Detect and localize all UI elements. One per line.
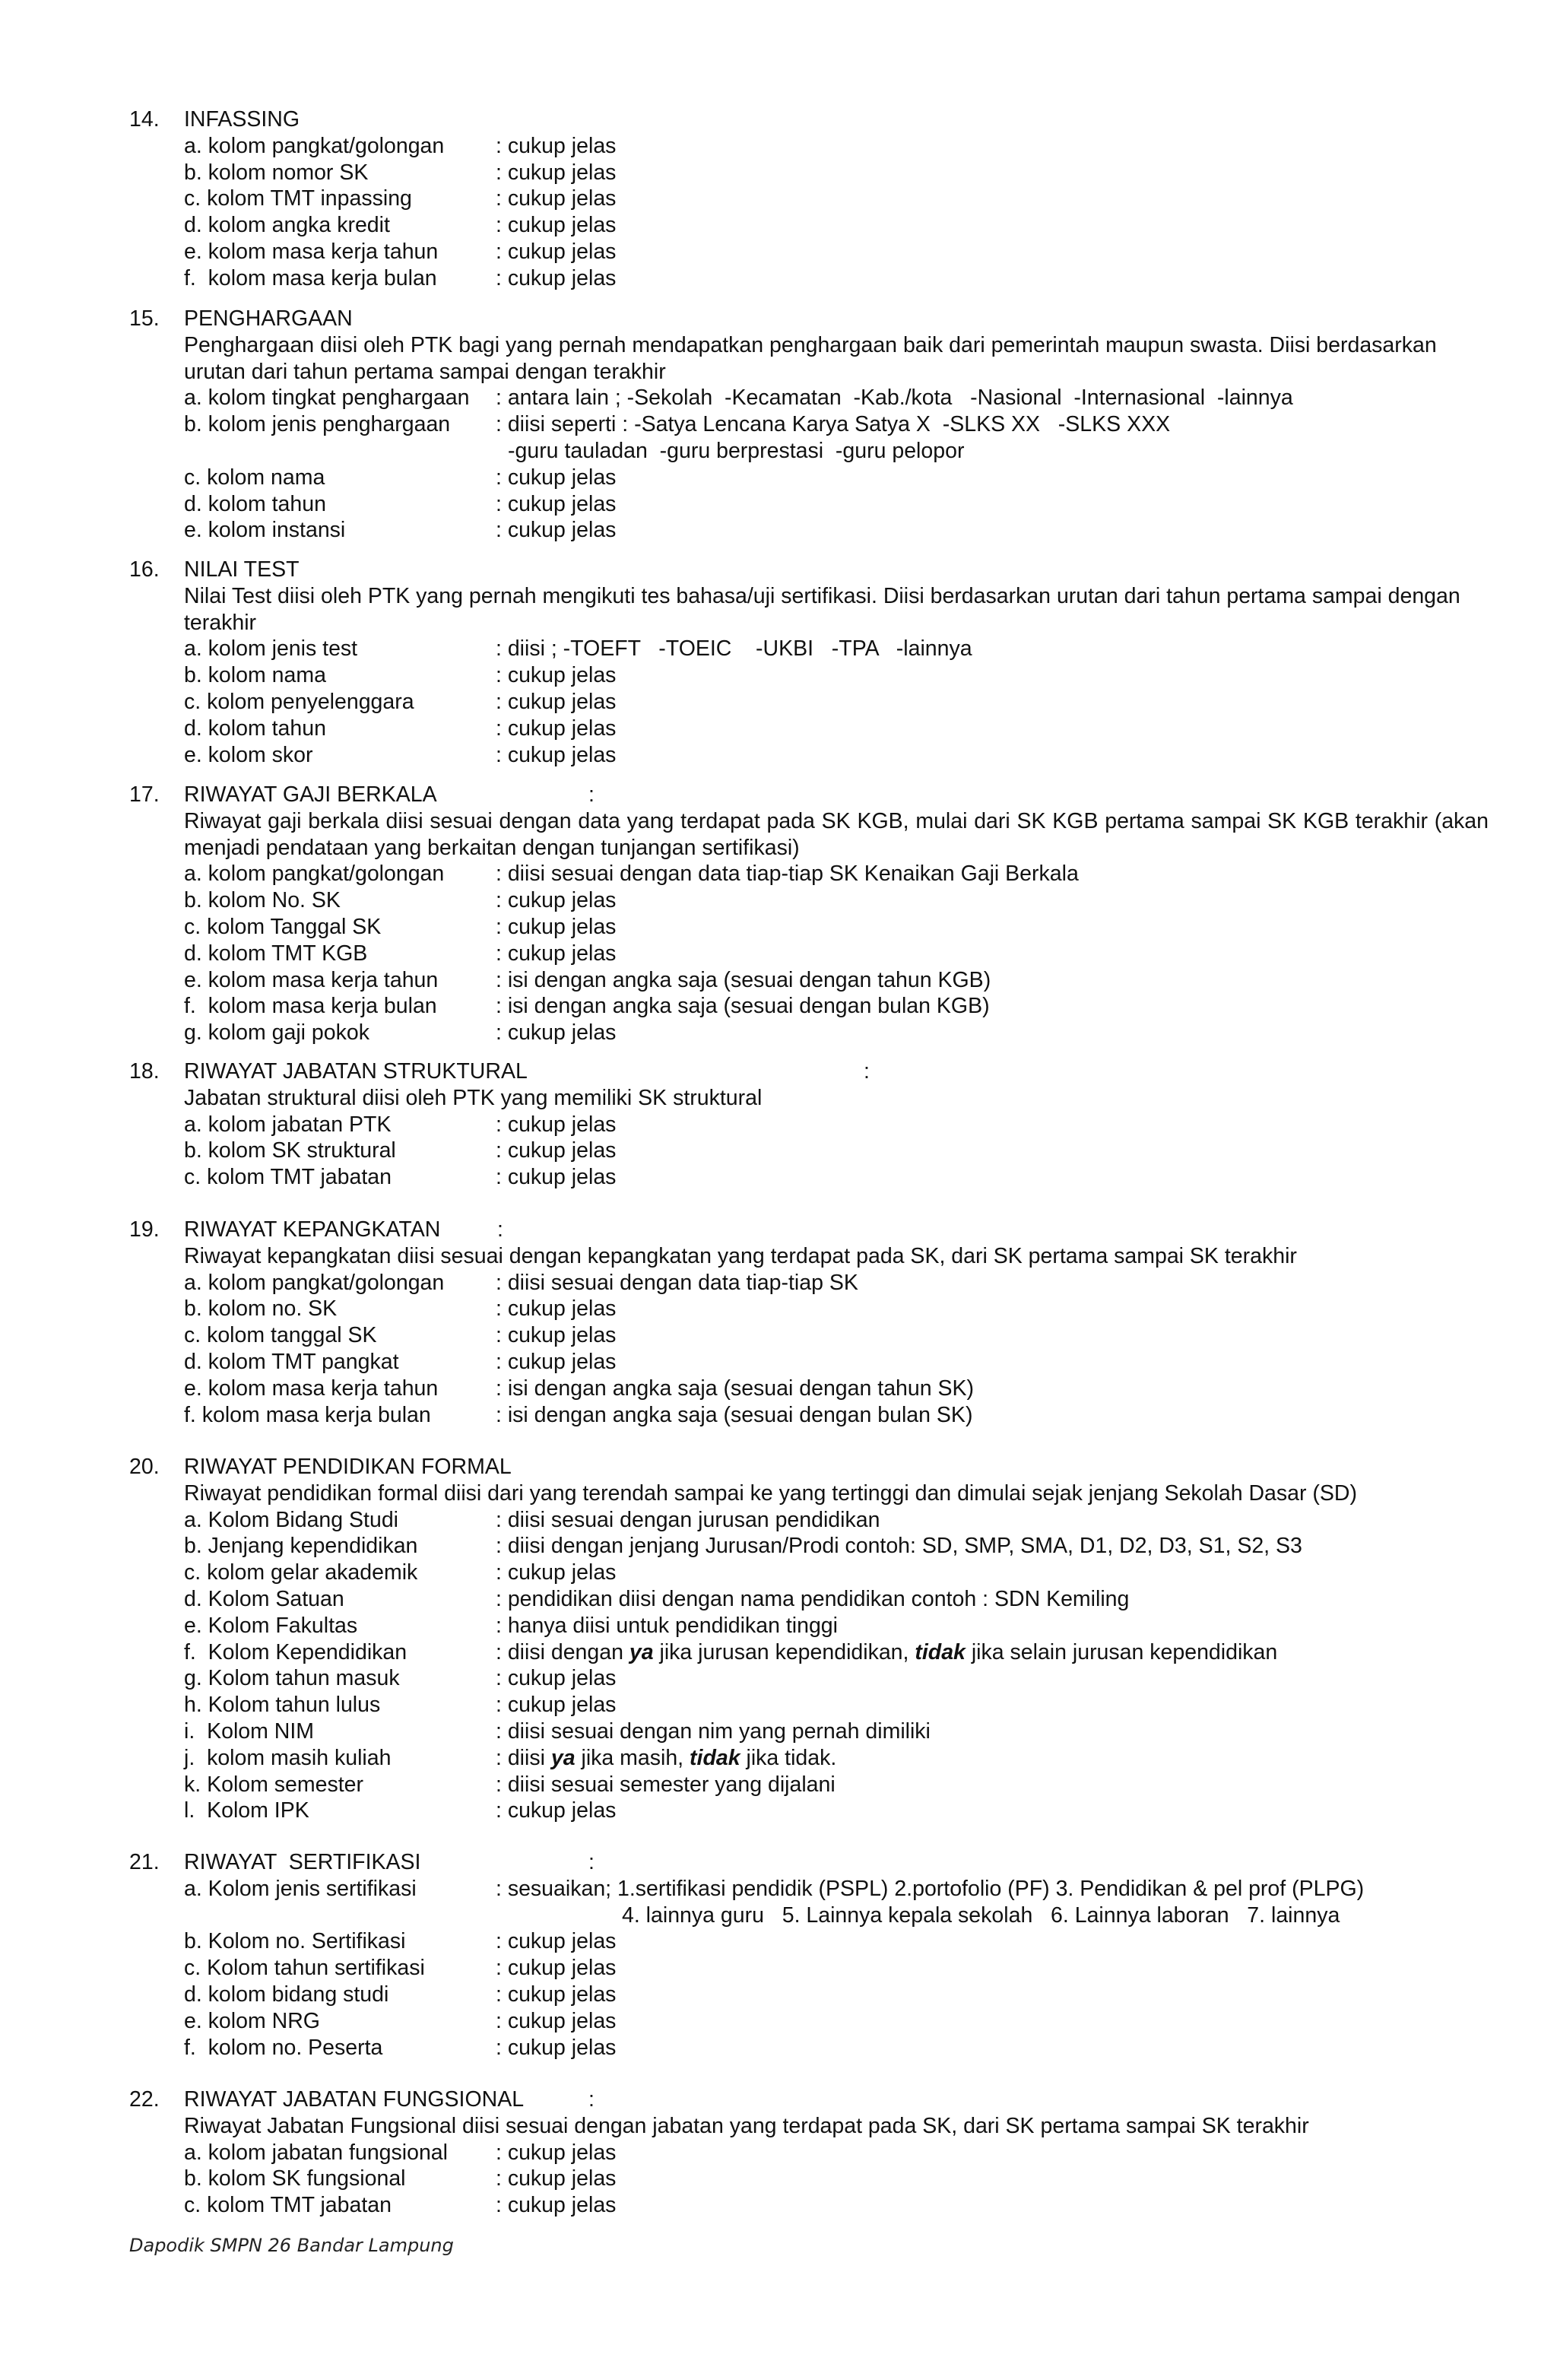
item-label: a. kolom jabatan PTK (184, 1112, 392, 1137)
value-text: : diisi dengan (496, 1639, 629, 1664)
item-label: b. kolom nama (184, 663, 326, 688)
list-item (129, 1322, 1498, 1349)
list-item (129, 1772, 1498, 1798)
list-item (129, 1296, 1498, 1322)
value-text: jika tidak. (740, 1745, 837, 1770)
item-value: : isi dengan angka saja (sesuai dengan bulan SK) (496, 1402, 973, 1427)
section-number: 18. (129, 1059, 160, 1084)
list-item (129, 239, 1498, 265)
section-title: RIWAYAT GAJI BERKALA (184, 782, 437, 807)
list-item (129, 1928, 1498, 1955)
item-label: d. kolom angka kredit (184, 213, 390, 238)
list-item (129, 716, 1498, 742)
item-label: b. kolom SK struktural (184, 1138, 396, 1163)
section-heading (129, 306, 1498, 332)
item-label: d. kolom TMT KGB (184, 941, 368, 966)
list-item (129, 941, 1498, 967)
section-number: 21. (129, 1850, 160, 1874)
item-label: e. kolom skor (184, 742, 313, 767)
item-value-continuation: 4. lainnya guru 5. Lainnya kepala sekolah 6. Lainnya laboran 7. lainnya (622, 1902, 1340, 1928)
item-value: : cukup jelas (496, 1666, 617, 1691)
item-value: : cukup jelas (496, 518, 617, 543)
item-label: c. kolom TMT inpassing (184, 186, 412, 211)
section-number: 20. (129, 1455, 160, 1479)
section-title: RIWAYAT PENDIDIKAN FORMAL (184, 1455, 512, 1479)
item-label: f. kolom masa kerja bulan (184, 1402, 431, 1427)
list-item (129, 465, 1498, 491)
list-item (129, 1639, 1498, 1666)
item-value: : isi dengan angka saja (sesuai dengan bulan KGB) (496, 994, 990, 1019)
item-value: : cukup jelas (496, 1323, 617, 1348)
list-item (129, 1982, 1498, 2008)
item-label: a. kolom pangkat/golongan (184, 862, 445, 887)
section-22 (129, 2086, 1498, 2219)
item-label: c. kolom gelar akademik (184, 1560, 418, 1585)
section-heading (129, 1217, 1498, 1243)
item-label: d. kolom bidang studi (184, 1982, 389, 2007)
list-item (129, 967, 1498, 994)
item-value: : diisi ; -TOEFT -TOEIC -UKBI -TPA -lainnya (496, 636, 972, 662)
item-label: d. kolom tahun (184, 491, 326, 516)
item-label: e. kolom masa kerja tahun (184, 967, 439, 992)
list-item (129, 1798, 1498, 1824)
item-label: e. kolom NRG (184, 2008, 320, 2033)
section-17 (129, 782, 1498, 1046)
item-label: e. kolom instansi (184, 518, 346, 543)
item-value: : isi dengan angka saja (sesuai dengan tahun SK) (496, 1376, 975, 1401)
item-value: : cukup jelas (496, 914, 617, 939)
section-title: NILAI TEST (184, 557, 300, 582)
list-item (129, 1586, 1498, 1613)
list-item (129, 1402, 1498, 1429)
item-label: g. Kolom tahun masuk (184, 1666, 400, 1691)
item-label: a. kolom jabatan fungsional (184, 2140, 448, 2165)
item-label: d. Kolom Satuan (184, 1586, 344, 1611)
list-item (129, 1270, 1498, 1296)
section-14 (129, 106, 1498, 292)
item-value: : cukup jelas (496, 491, 617, 516)
section-colon: : (588, 2087, 595, 2112)
section-description: Riwayat gaji berkala diisi sesuai dengan data yang terdapat pada SK KGB, mulai dari SK KGB pertama sampai SK KGB terakhir (akan menjadi pendataan yang berkaitan dengan tunjangan sertifikasi) (184, 808, 1489, 860)
list-item (129, 186, 1498, 212)
item-label: e. kolom masa kerja tahun (184, 1376, 439, 1401)
item-value: : cukup jelas (496, 941, 617, 966)
item-value: : cukup jelas (496, 1956, 617, 1981)
list-item (129, 385, 1498, 411)
item-value: : cukup jelas (496, 1112, 617, 1137)
item-value: : cukup jelas (496, 888, 617, 913)
item-value: : cukup jelas (496, 2193, 617, 2218)
section-colon: : (588, 782, 595, 807)
item-label: a. kolom pangkat/golongan (184, 133, 445, 158)
item-label: a. kolom jenis test (184, 636, 358, 662)
value-text: jika selain jurusan kependidikan (965, 1639, 1278, 1664)
section-number: 22. (129, 2087, 160, 2112)
item-label: f. kolom no. Peserta (184, 2035, 383, 2060)
section-number: 15. (129, 306, 160, 331)
item-label: b. kolom jenis penghargaan (184, 412, 451, 437)
item-label: i. Kolom NIM (184, 1718, 315, 1744)
item-value: : cukup jelas (496, 2140, 617, 2165)
item-label: e. Kolom Fakultas (184, 1613, 358, 1638)
item-label: c. Kolom tahun sertifikasi (184, 1956, 425, 1981)
item-label: a. Kolom jenis sertifikasi (184, 1876, 417, 1901)
section-title: RIWAYAT SERTIFIKASI (184, 1850, 421, 1874)
item-value: : cukup jelas (496, 1560, 617, 1585)
list-item (129, 1665, 1498, 1692)
item-label: a. kolom pangkat/golongan (184, 1270, 445, 1295)
item-label: k. Kolom semester (184, 1772, 363, 1797)
item-label: a. kolom tingkat penghargaan (184, 386, 470, 411)
item-value: : cukup jelas (496, 1165, 617, 1190)
item-value: : diisi sesuai dengan jurusan pendidikan (496, 1507, 880, 1532)
item-value: : cukup jelas (496, 1138, 617, 1163)
item-label: c. kolom TMT jabatan (184, 2193, 392, 2218)
list-item (129, 411, 1498, 465)
item-label: c. kolom TMT jabatan (184, 1165, 392, 1190)
item-label: b. kolom No. SK (184, 888, 341, 913)
item-label: f. kolom masa kerja bulan (184, 265, 437, 290)
item-value: : cukup jelas (496, 465, 617, 490)
item-value: : cukup jelas (496, 213, 617, 238)
item-label: g. kolom gaji pokok (184, 1020, 369, 1046)
item-value: : cukup jelas (496, 689, 617, 714)
section-18 (129, 1058, 1498, 1191)
list-item (129, 1560, 1498, 1586)
item-label: c. kolom Tanggal SK (184, 914, 382, 939)
section-description: Riwayat Jabatan Fungsional diisi sesuai dengan jabatan yang terdapat pada SK, dari SK pertama sampai SK terakhir (184, 2113, 1309, 2138)
section-heading (129, 1454, 1498, 1480)
item-value: : cukup jelas (496, 1982, 617, 2007)
item-label: b. Kolom no. Sertifikasi (184, 1929, 406, 1954)
list-item (129, 265, 1498, 292)
item-label: e. kolom masa kerja tahun (184, 239, 439, 264)
item-value: : cukup jelas (496, 2035, 617, 2060)
item-value: : diisi sesuai dengan nim yang pernah dimiliki (496, 1718, 931, 1744)
list-item (129, 2166, 1498, 2192)
item-label: c. kolom tanggal SK (184, 1323, 377, 1348)
item-value-continuation: -guru tauladan -guru berprestasi -guru pelopor (508, 438, 965, 463)
emphasis-ya: ya (629, 1639, 654, 1664)
section-heading (129, 782, 1498, 808)
list-item (129, 517, 1498, 544)
section-heading (129, 1849, 1498, 1876)
list-item (129, 212, 1498, 239)
value-text: jika jurusan kependidikan, (653, 1639, 915, 1664)
list-item (129, 1138, 1498, 1164)
section-number: 14. (129, 107, 160, 132)
section-description: Riwayat kepangkatan diisi sesuai dengan kepangkatan yang terdapat pada SK, dari SK pertama sampai SK terakhir (184, 1243, 1297, 1268)
item-value: : cukup jelas (496, 133, 617, 158)
section-description: Riwayat pendidikan formal diisi dari yang terendah sampai ke yang tertinggi dan dimulai sejak jenjang Sekolah Dasar (SD) (184, 1480, 1357, 1506)
list-item (129, 1718, 1498, 1745)
item-value: : antara lain ; -Sekolah -Kecamatan -Kab./kota -Nasional -Internasional -lainnya (496, 386, 1293, 411)
item-label: h. Kolom tahun lulus (184, 1693, 381, 1718)
list-item (129, 914, 1498, 941)
list-item (129, 133, 1498, 160)
list-item (129, 636, 1498, 662)
list-item (129, 1164, 1498, 1191)
item-value: : cukup jelas (496, 186, 617, 211)
item-label: d. kolom tahun (184, 716, 326, 741)
item-value: : diisi seperti : -Satya Lencana Karya Satya X -SLKS XX -SLKS XXX (496, 412, 1171, 437)
list-item (129, 2192, 1498, 2219)
page-footer: Dapodik SMPN 26 Bandar Lampung (129, 2235, 454, 2256)
value-text: : diisi (496, 1745, 551, 1770)
section-title: RIWAYAT KEPANGKATAN (184, 1217, 441, 1242)
item-value: : cukup jelas (496, 1693, 617, 1718)
list-item (129, 1692, 1498, 1718)
section-heading (129, 1058, 1498, 1085)
item-value: : cukup jelas (496, 265, 617, 290)
item-value (496, 1639, 1498, 1666)
section-colon: : (864, 1059, 870, 1084)
section-21 (129, 1849, 1498, 2061)
section-number: 17. (129, 782, 160, 807)
item-label: b. kolom nomor SK (184, 160, 369, 185)
section-title: PENGHARGAAN (184, 306, 353, 331)
item-value: : cukup jelas (496, 2166, 617, 2191)
list-item (129, 1745, 1498, 1772)
item-label: f. Kolom Kependidikan (184, 1639, 407, 1664)
list-item (129, 662, 1498, 689)
section-number: 16. (129, 557, 160, 582)
section-title: RIWAYAT JABATAN FUNGSIONAL (184, 2087, 525, 2112)
emphasis-ya: ya (550, 1745, 576, 1770)
item-value: : cukup jelas (496, 1349, 617, 1374)
section-colon: : (588, 1850, 595, 1874)
list-item (129, 1020, 1498, 1046)
item-value: : diisi dengan jenjang Jurusan/Prodi contoh: SD, SMP, SMA, D1, D2, D3, S1, S2, S3 (496, 1534, 1302, 1559)
item-value: : cukup jelas (496, 160, 617, 185)
list-item (129, 1613, 1498, 1639)
item-label: d. kolom TMT pangkat (184, 1349, 399, 1374)
item-value: : diisi sesuai dengan data tiap-tiap SK (496, 1270, 858, 1295)
list-item (129, 993, 1498, 1020)
item-value: : cukup jelas (496, 716, 617, 741)
section-title: RIWAYAT JABATAN STRUKTURAL (184, 1059, 528, 1084)
item-label: b. kolom no. SK (184, 1296, 338, 1322)
item-value: : cukup jelas (496, 663, 617, 688)
item-value: : cukup jelas (496, 1296, 617, 1322)
section-heading (129, 2086, 1498, 2113)
emphasis-tidak: tidak (690, 1745, 740, 1770)
item-label: b. kolom SK fungsional (184, 2166, 406, 2191)
section-title: INFASSING (184, 107, 300, 132)
list-item (129, 1876, 1498, 1929)
item-value (496, 1745, 1498, 1772)
emphasis-tidak: tidak (915, 1639, 966, 1664)
section-19 (129, 1217, 1498, 1428)
item-value: : cukup jelas (496, 239, 617, 264)
item-value: : cukup jelas (496, 1798, 617, 1823)
list-item (129, 1507, 1498, 1534)
item-value: : cukup jelas (496, 2008, 617, 2033)
list-item (129, 1349, 1498, 1376)
value-text: jika masih, (575, 1745, 690, 1770)
section-number: 19. (129, 1217, 160, 1242)
item-value: : hanya diisi untuk pendidikan tinggi (496, 1613, 838, 1638)
list-item (129, 2035, 1498, 2061)
item-value: : sesuaikan; 1.sertifikasi pendidik (PSPL) 2.portofolio (PF) 3. Pendidikan & pel prof (PLPG) (496, 1876, 1365, 1901)
item-label: j. kolom masih kuliah (184, 1745, 392, 1770)
section-description: Nilai Test diisi oleh PTK yang pernah mengikuti tes bahasa/uji sertifikasi. Diisi berdasarkan urutan dari tahun pertama sampai dengan terakhir (184, 583, 1460, 635)
list-item (129, 1112, 1498, 1138)
item-label: a. Kolom Bidang Studi (184, 1507, 399, 1532)
list-item (129, 1955, 1498, 1982)
section-heading (129, 557, 1498, 583)
section-15 (129, 306, 1498, 544)
list-item (129, 2140, 1498, 2166)
list-item (129, 861, 1498, 887)
item-value: : cukup jelas (496, 742, 617, 767)
item-value: : isi dengan angka saja (sesuai dengan tahun KGB) (496, 967, 991, 992)
item-label: l. Kolom IPK (184, 1798, 309, 1823)
list-item (129, 742, 1498, 769)
list-item (129, 1533, 1498, 1560)
section-description: Jabatan struktural diisi oleh PTK yang memiliki SK struktural (184, 1085, 763, 1110)
list-item (129, 160, 1498, 186)
item-label: f. kolom masa kerja bulan (184, 994, 437, 1019)
section-description: Penghargaan diisi oleh PTK bagi yang pernah mendapatkan penghargaan baik dari pemerintah maupun swasta. Diisi berdasarkan urutan dari tahun pertama sampai dengan terakhir (184, 332, 1437, 384)
item-value: : diisi sesuai dengan data tiap-tiap SK Kenaikan Gaji Berkala (496, 862, 1079, 887)
section-heading (129, 106, 1498, 133)
item-value: : cukup jelas (496, 1020, 617, 1046)
item-value: : cukup jelas (496, 1929, 617, 1954)
section-colon: : (497, 1217, 503, 1242)
section-16 (129, 557, 1498, 768)
list-item (129, 689, 1498, 716)
list-item (129, 2008, 1498, 2035)
item-label: b. Jenjang kependidikan (184, 1534, 418, 1559)
list-item (129, 1376, 1498, 1402)
list-item (129, 887, 1498, 914)
list-item (129, 491, 1498, 518)
item-value: : pendidikan diisi dengan nama pendidikan contoh : SDN Kemiling (496, 1586, 1130, 1611)
item-label: c. kolom nama (184, 465, 325, 490)
item-value: : diisi sesuai semester yang dijalani (496, 1772, 836, 1797)
item-label: c. kolom penyelenggara (184, 689, 414, 714)
section-20 (129, 1454, 1498, 1824)
